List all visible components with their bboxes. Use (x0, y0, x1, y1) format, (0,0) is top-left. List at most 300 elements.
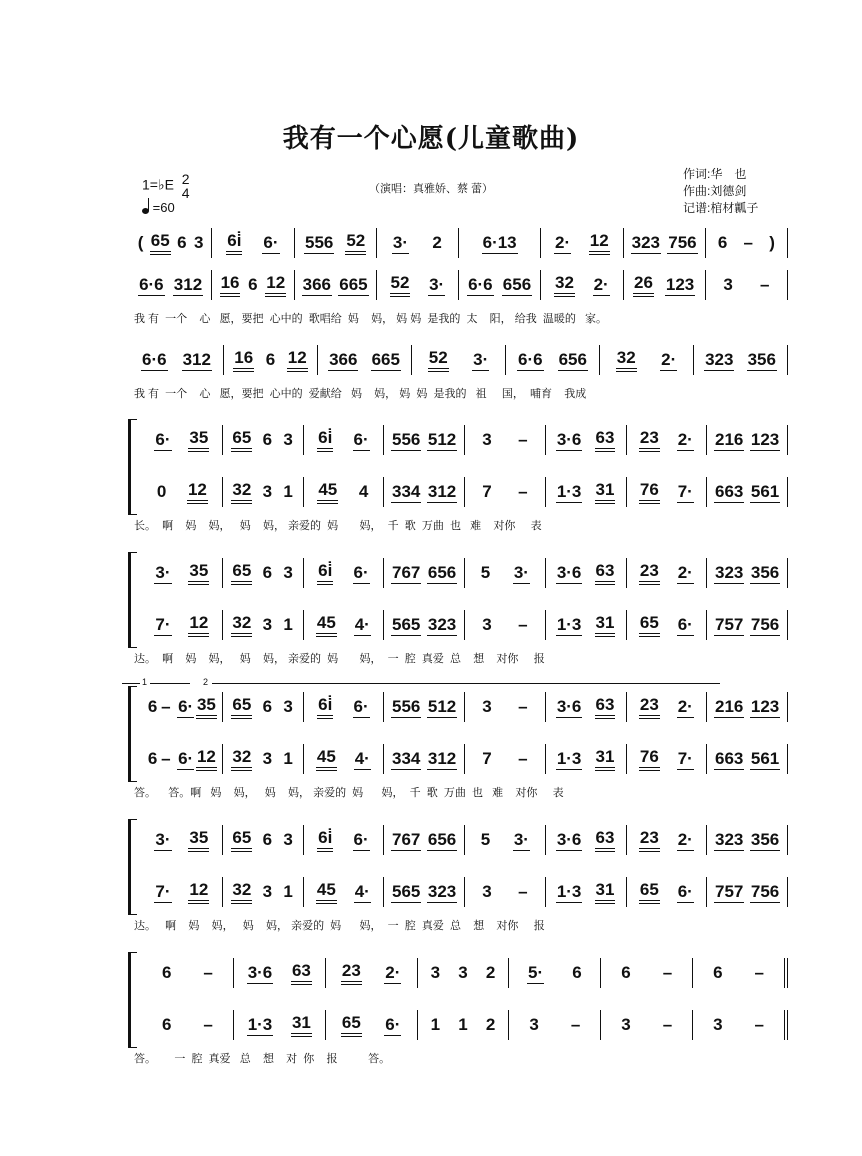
note: 45 (316, 613, 337, 637)
melody-line (128, 345, 788, 375)
note: 565 (392, 614, 421, 634)
note: 76 (639, 480, 660, 504)
measure (627, 825, 708, 855)
note: 3 (194, 233, 204, 252)
note: 3 (283, 697, 293, 716)
song-title: 我有一个心愿(儿童歌曲) (282, 124, 580, 154)
measure (707, 610, 788, 640)
measure (627, 744, 708, 774)
note: 1·3 (556, 481, 582, 501)
note: 5 (480, 563, 491, 582)
note: 5 (480, 830, 491, 849)
note: 3· (473, 349, 489, 369)
note: 757 (715, 881, 744, 901)
measure (384, 610, 465, 640)
note: 1·3 (556, 748, 582, 768)
measure (459, 270, 541, 300)
measure (223, 425, 304, 455)
measure (377, 270, 459, 300)
note: 3·6 (556, 562, 582, 582)
note: 6 (147, 697, 158, 716)
note: 665 (371, 349, 400, 369)
key-label: 1=♭E (142, 176, 174, 193)
note: 4· (354, 748, 370, 768)
note: 32 (554, 273, 575, 297)
note: 756 (750, 881, 780, 901)
note: – (518, 697, 528, 716)
note: 565 (392, 881, 421, 901)
note: 7· (155, 614, 171, 634)
note: 767 (392, 829, 421, 849)
note: 6 (262, 563, 273, 582)
measure (706, 228, 788, 258)
note: 6·6 (142, 349, 167, 369)
measure (624, 270, 706, 300)
lyrics-line: 达。 啊 妈 妈， 妈 妈， 亲爱的 妈 妈， 一 腔 真爱 总 想 对你 报 (134, 653, 545, 665)
note: 216 (715, 429, 744, 449)
note: 2· (385, 962, 401, 982)
note: 6·6 (139, 274, 164, 294)
note: 323 (427, 881, 457, 901)
note: 32 (231, 880, 252, 904)
measure (326, 1010, 418, 1040)
note: 6i̇ (317, 561, 333, 585)
note: 6· (178, 748, 194, 768)
note: 52 (390, 273, 411, 297)
lyrics-line: 我 有 一个 心 愿，要把 心中的 爱献给 妈 妈， 妈 妈 是我的 祖 国， 哺育 我成 (134, 388, 587, 400)
note: 6 (161, 1015, 172, 1034)
note: 6 (248, 275, 258, 294)
note: 7 (482, 749, 492, 768)
note: 3 (283, 563, 293, 582)
note: 63 (595, 695, 616, 719)
measure (601, 1010, 693, 1040)
measure (384, 877, 465, 907)
note: 3 (723, 275, 733, 294)
measure (142, 558, 223, 588)
note: 3·6 (247, 962, 273, 982)
note: 216 (715, 696, 744, 716)
measure (707, 825, 788, 855)
note: 4 (358, 482, 369, 501)
note: – (161, 697, 171, 716)
note: 323 (631, 232, 660, 252)
note: 7· (677, 748, 693, 768)
note: 663 (715, 748, 744, 768)
note: 6 (262, 697, 273, 716)
note: 76 (639, 747, 660, 771)
note: 561 (750, 748, 780, 768)
note: 4· (354, 614, 370, 634)
note: – (743, 233, 753, 252)
lyricist: 作词:华 也 (683, 167, 747, 181)
measure (142, 877, 223, 907)
note: 12 (187, 480, 208, 504)
measure (142, 825, 223, 855)
note: – (518, 882, 528, 901)
note: – (518, 430, 528, 449)
lyrics-line: 答。 一 腔 真爱 总 想 对 你 报 答。 (134, 1053, 391, 1065)
lower-voice (128, 877, 788, 907)
measure (627, 425, 708, 455)
measure (130, 270, 212, 300)
measure (459, 228, 541, 258)
note: 6i̇ (317, 695, 333, 719)
measure (541, 228, 623, 258)
upper-voice (128, 825, 788, 855)
note: 6· (178, 696, 194, 716)
measure (384, 477, 465, 507)
measure (130, 345, 224, 375)
note: 63 (291, 961, 312, 985)
note: 6· (353, 696, 369, 716)
note: 45 (316, 747, 337, 771)
upper-voice (128, 558, 788, 588)
note: 6 (265, 350, 276, 369)
note: 656 (502, 274, 532, 294)
note: 6 (147, 749, 158, 768)
measure (212, 270, 294, 300)
time-top: 2 (181, 171, 190, 187)
note: 12 (265, 273, 286, 297)
note: 757 (715, 614, 744, 634)
note: 63 (595, 428, 616, 452)
note: 65 (231, 561, 252, 585)
volta-1-label: 1 (142, 677, 148, 687)
note: 4· (354, 881, 370, 901)
note: 6· (677, 881, 693, 901)
lyrics-line: 答。 答。啊 妈 妈， 妈 妈， 亲爱的 妈 妈， 千 歌 万曲 也 难 对你 表 (134, 787, 564, 799)
note: 1 (430, 1015, 441, 1034)
note: 323 (715, 562, 744, 582)
note: 65 (639, 880, 660, 904)
note: 23 (639, 428, 660, 452)
measure (304, 877, 385, 907)
note: 35 (196, 695, 217, 719)
measure (707, 692, 788, 722)
note: 23 (341, 961, 362, 985)
note: – (518, 749, 528, 768)
note: 12 (589, 231, 610, 255)
note: – (518, 482, 528, 501)
note: 65 (639, 613, 660, 637)
lyrics-line: 达。 啊 妈 妈， 妈 妈， 亲爱的 妈 妈， 一 腔 真爱 总 想 对你 报 (134, 920, 545, 932)
note: 31 (595, 747, 616, 771)
measure (304, 558, 385, 588)
measure (694, 345, 788, 375)
note: 2· (593, 274, 609, 294)
note: 3·6 (556, 696, 582, 716)
note: 6·13 (482, 232, 517, 252)
note: 6·6 (468, 274, 493, 294)
note: 65 (150, 231, 171, 255)
note: 65 (231, 695, 252, 719)
upper-voice (128, 425, 788, 455)
note: 2 (432, 233, 442, 252)
note: 3 (621, 1015, 631, 1034)
measure (465, 558, 546, 588)
note: 323 (427, 614, 457, 634)
note: 3 (529, 1015, 539, 1034)
note: 12 (188, 880, 209, 904)
tempo-value: =60 (152, 200, 175, 215)
note: 6 (177, 233, 187, 252)
note: 6 (572, 963, 582, 982)
note: 3 (283, 430, 293, 449)
measure (624, 228, 706, 258)
note: 3 (262, 615, 273, 634)
note: 35 (188, 561, 209, 585)
note: 1·3 (556, 881, 582, 901)
note: 656 (427, 562, 457, 582)
note: 123 (665, 274, 695, 294)
note: 65 (341, 1013, 362, 1037)
measure (212, 228, 294, 258)
note: 6i̇ (317, 428, 333, 452)
measure (142, 610, 223, 640)
note: 6 (621, 963, 631, 982)
measure (465, 477, 546, 507)
note: 32 (231, 747, 252, 771)
measure (418, 1010, 510, 1040)
note: 2· (555, 232, 571, 252)
note: 6· (263, 232, 279, 252)
note: 6· (353, 829, 369, 849)
note: 7 (482, 482, 492, 501)
note: 312 (427, 481, 457, 501)
upper-voice (128, 692, 788, 722)
note: 556 (392, 429, 421, 449)
measure (142, 425, 223, 455)
measure (546, 692, 627, 722)
note: 65 (231, 828, 252, 852)
note: 52 (345, 231, 366, 255)
measure (304, 692, 385, 722)
measure (295, 270, 377, 300)
note: 767 (392, 562, 421, 582)
note: 3· (155, 829, 171, 849)
note: 3 (482, 615, 492, 634)
note: ) (769, 233, 775, 252)
melody-line (128, 228, 788, 258)
note: – (203, 963, 213, 982)
measure (304, 744, 385, 774)
note: 3 (713, 1015, 723, 1034)
measure (546, 477, 627, 507)
measure (223, 692, 304, 722)
measure (465, 425, 546, 455)
measure (234, 1010, 326, 1040)
note: 3 (262, 749, 273, 768)
note: 6 (262, 430, 273, 449)
measure (627, 558, 708, 588)
note: 3 (262, 882, 273, 901)
note: 3 (482, 430, 492, 449)
note: 2· (661, 349, 677, 369)
note: 6· (353, 429, 369, 449)
note: 656 (558, 349, 587, 369)
measure (546, 877, 627, 907)
note: 63 (595, 561, 616, 585)
measure (546, 558, 627, 588)
note: 512 (427, 429, 457, 449)
measure (384, 558, 465, 588)
note: 23 (639, 561, 660, 585)
note: 23 (639, 828, 660, 852)
measure (707, 477, 788, 507)
note: 663 (715, 481, 744, 501)
measure (304, 425, 385, 455)
note: 123 (750, 429, 780, 449)
note: 6 (713, 963, 723, 982)
note: 16 (220, 273, 241, 297)
measure (418, 958, 510, 988)
measure (304, 610, 385, 640)
measure (627, 877, 708, 907)
note: – (203, 1015, 213, 1034)
note: 356 (747, 349, 776, 369)
note: 1·3 (247, 1014, 273, 1034)
note: 3· (429, 274, 445, 294)
measure (130, 228, 212, 258)
measure (142, 477, 223, 507)
note: 6· (155, 429, 171, 449)
note: 312 (173, 274, 203, 294)
note: 334 (392, 748, 421, 768)
note: 31 (595, 880, 616, 904)
note: 356 (750, 562, 780, 582)
note: 32 (231, 480, 252, 504)
measure (627, 477, 708, 507)
note: 2· (677, 429, 693, 449)
measure (142, 958, 234, 988)
measure (601, 958, 693, 988)
measure (142, 692, 223, 722)
note: 1 (458, 1015, 468, 1034)
note: 5· (528, 962, 544, 982)
measure (304, 825, 385, 855)
note: 556 (304, 232, 334, 252)
measure (318, 345, 412, 375)
note: 32 (616, 348, 637, 372)
note: 65 (231, 428, 252, 452)
note: 23 (639, 695, 660, 719)
note: 6· (677, 614, 693, 634)
measure (600, 345, 694, 375)
note: 6 (262, 830, 273, 849)
note: 3 (262, 482, 273, 501)
lyrics-line: 长。 啊 妈 妈， 妈 妈， 亲爱的 妈 妈， 千 歌 万曲 也 难 对你 表 (134, 520, 542, 532)
note: 2· (677, 696, 693, 716)
measure (465, 692, 546, 722)
measure (627, 610, 708, 640)
note: 2 (485, 1015, 496, 1034)
note: 45 (317, 480, 338, 504)
measure (506, 345, 600, 375)
measure (223, 558, 304, 588)
lower-voice (128, 744, 788, 774)
lower-voice (128, 477, 788, 507)
note: 12 (188, 613, 209, 637)
note: 12 (196, 747, 217, 771)
measure (707, 558, 788, 588)
lyrics-line: 我 有 一个 心 愿，要把 心中的 歌唱给 妈 妈， 妈 妈 是我的 太 阳， 给我 温暖的 家。 (134, 313, 608, 325)
note: 756 (668, 232, 697, 252)
measure (693, 958, 788, 988)
note: 1 (283, 482, 293, 501)
measure (234, 958, 326, 988)
melody-line (128, 270, 788, 300)
measure (546, 425, 627, 455)
lower-voice (128, 610, 788, 640)
measure (707, 744, 788, 774)
note: – (662, 963, 673, 982)
note: 6i̇ (226, 231, 242, 255)
note: 26 (633, 273, 654, 297)
note: 356 (750, 829, 780, 849)
note: 45 (316, 880, 337, 904)
measure (142, 744, 223, 774)
note: 312 (182, 349, 211, 369)
measure (465, 825, 546, 855)
note: 32 (231, 613, 252, 637)
credits (683, 166, 758, 217)
measure (412, 345, 506, 375)
measure (509, 1010, 601, 1040)
measure (465, 744, 546, 774)
note: – (161, 749, 171, 768)
note: 35 (188, 828, 209, 852)
note: 561 (750, 481, 780, 501)
note: 31 (291, 1013, 312, 1037)
note: 6·6 (518, 349, 543, 369)
note: 1 (283, 749, 293, 768)
note: 52 (428, 348, 449, 372)
singers: （演唱：真雅娇、蔡 蕾） (368, 183, 494, 195)
note: 3 (482, 882, 492, 901)
composer: 作曲:刘德剑 (683, 184, 747, 198)
measure (384, 744, 465, 774)
measure (223, 825, 304, 855)
note: 3·6 (556, 429, 582, 449)
note: – (759, 275, 770, 294)
measure (509, 958, 601, 988)
quarter-note-icon (142, 208, 149, 214)
note: 3·6 (556, 829, 582, 849)
note: 512 (427, 696, 457, 716)
measure (465, 610, 546, 640)
note: 7· (677, 481, 693, 501)
measure (693, 1010, 788, 1040)
measure (546, 610, 627, 640)
volta-brackets (120, 677, 720, 688)
measure (326, 958, 418, 988)
note: 3· (392, 232, 409, 252)
measure (223, 877, 304, 907)
note: 6· (385, 1014, 401, 1034)
note: 6i̇ (317, 828, 333, 852)
upper-voice (128, 958, 788, 988)
measure (707, 877, 788, 907)
note: 3· (513, 562, 529, 582)
note: 63 (595, 828, 616, 852)
note: 323 (715, 829, 744, 849)
note: 3 (430, 963, 441, 982)
note: 2 (485, 963, 496, 982)
note: 556 (392, 696, 421, 716)
note: 3· (155, 562, 171, 582)
note: 3· (513, 829, 529, 849)
